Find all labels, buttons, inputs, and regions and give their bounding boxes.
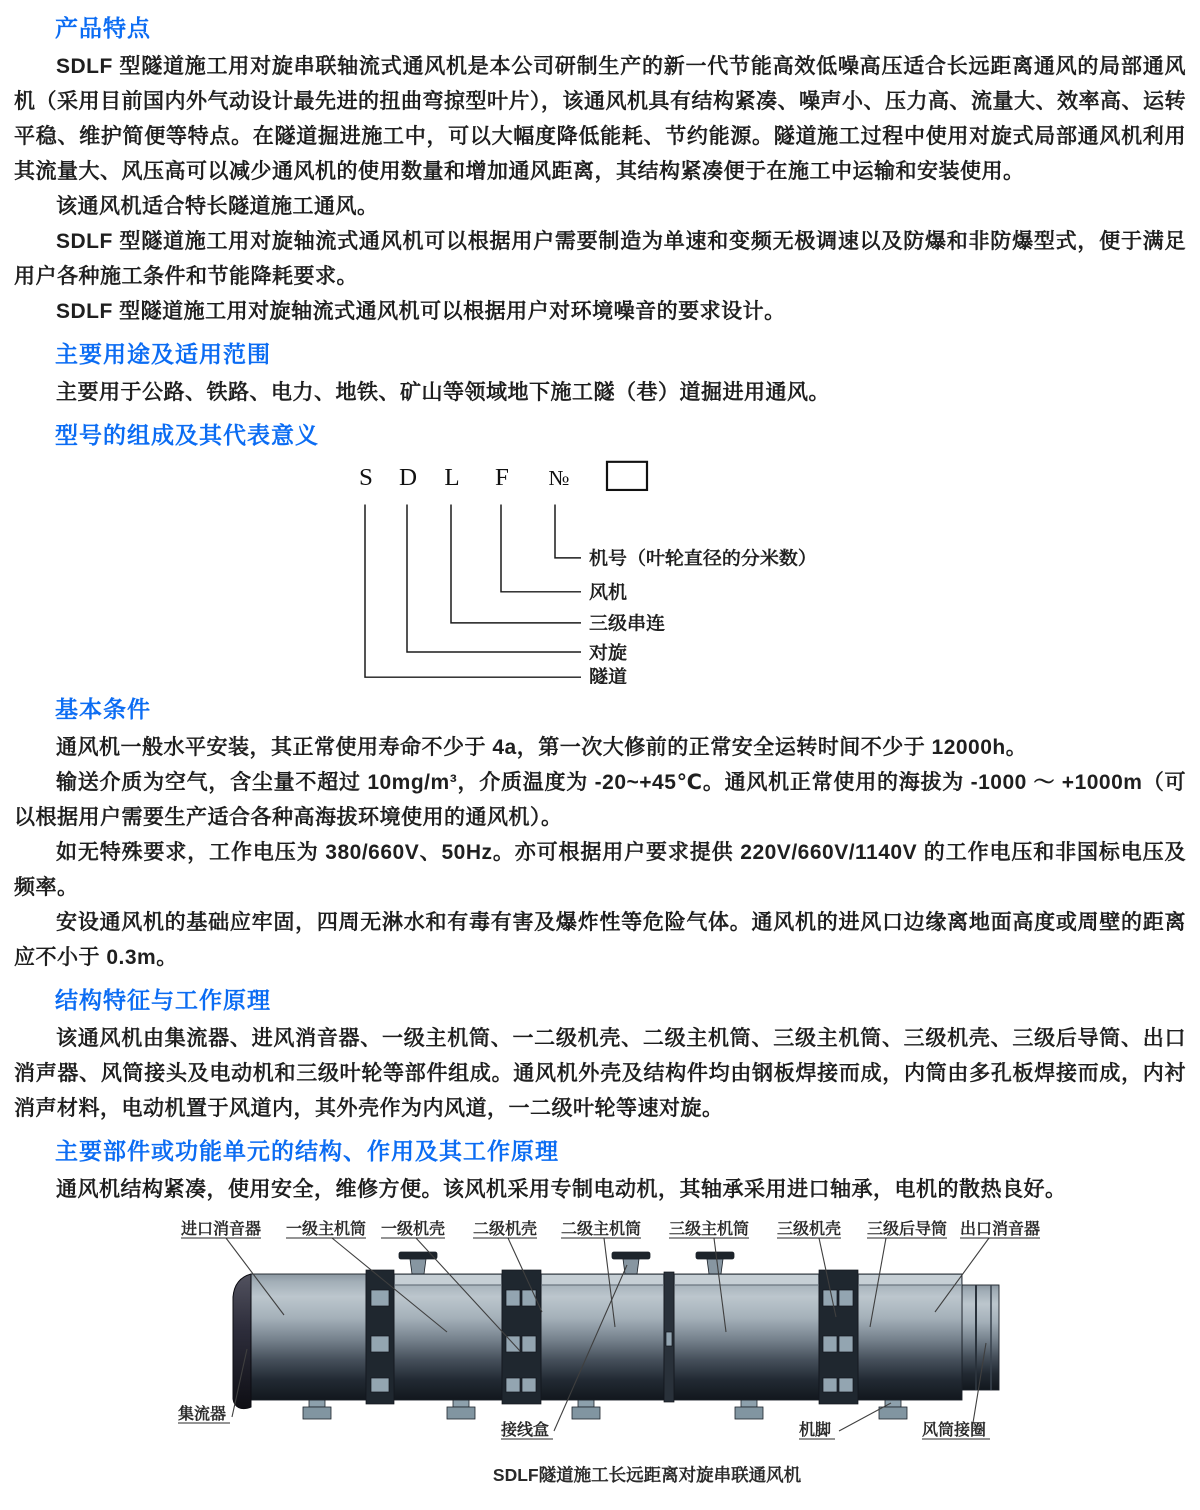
model-code-letter: S bbox=[359, 464, 373, 492]
section-heading-structure: 结构特征与工作原理 bbox=[55, 987, 271, 1013]
model-meaning-label: 机号（叶轮直径的分米数） bbox=[589, 547, 817, 569]
paragraph: 输送介质为空气，含尘量不超过 10mg/m³，介质温度为 -20~+45℃。通风机正常使用的海拔为 -1000 ～ +1000m（可以根据用户需要生产适合各种高海拔环境使用的通风机）。 bbox=[14, 771, 1186, 829]
top-seam-bands bbox=[395, 1275, 961, 1285]
part-label: 三级主机筒 bbox=[669, 1221, 750, 1238]
paragraph: SDLF 型隧道施工用对旋轴流式通风机可以根据用户对环境噪音的要求设计。 bbox=[56, 300, 786, 323]
paragraph: SDLF 型隧道施工用对旋轴流式通风机可以根据用户需要制造为单速和变频无极调速以及防爆和非防爆型式，便于满足用户各种施工条件和节能降耗要求。 bbox=[14, 230, 1186, 288]
part-label: 进口消音器 bbox=[181, 1221, 262, 1238]
section-heading-parts: 主要部件或功能单元的结构、作用及其工作原理 bbox=[55, 1138, 559, 1164]
model-code-letter: F bbox=[495, 464, 509, 492]
paragraph: 主要用于公路、铁路、电力、地铁、矿山等领域地下施工隧（巷）道掘进用通风。 bbox=[56, 381, 830, 404]
part-label: 三级机壳 bbox=[777, 1221, 842, 1238]
paragraph: 该通风机由集流器、进风消音器、一级主机筒、一二级机壳、二级主机筒、三级主机筒、三级机壳、三级后导筒、出口消声器、风筒接头及电动机和三级叶轮等部件组成。通风机外壳及结构件均由钢板焊接而成，内筒由多孔板焊接而成，内衬消声材料，电动机置于风道内，其外壳作为内风道，一二级叶轮等速对旋。 bbox=[14, 1027, 1186, 1120]
connector-line bbox=[501, 505, 581, 592]
connector-line bbox=[451, 505, 581, 623]
model-code-letter: L bbox=[444, 464, 460, 492]
model-meaning-label: 风机 bbox=[589, 581, 627, 603]
fan-assembly-diagram bbox=[14, 1207, 1200, 1507]
model-number-box bbox=[607, 462, 647, 490]
model-meaning-label: 三级串连 bbox=[589, 612, 665, 634]
part-label: 风筒接圈 bbox=[922, 1422, 987, 1439]
paragraph: SDLF 型隧道施工用对旋串联轴流式通风机是本公司研制生产的新一代节能高效低噪高压适合长远距离通风的局部通风机（采用目前国内外气动设计最先进的扭曲弯掠型叶片），该通风机具有结构紧凑、噪声小、压力高、流量大、效率高、运转平稳、维护简便等特点。在隧道掘进施工中，可以大幅度降低能耗、节约能源。隧道施工过程中使用对旋式局部通风机利用其流量大、风压高可以减少通风机的使用数量和增加通风距离，其结构紧凑便于在施工中运输和安装使用。 bbox=[14, 55, 1186, 183]
paragraph: 通风机一般水平安装，其正常使用寿命不少于 4a，第一次大修前的正常安全运转时间不少于 12000h。 bbox=[56, 736, 1028, 759]
model-meaning-label: 隧道 bbox=[589, 666, 627, 684]
part-labels-top bbox=[181, 1219, 1040, 1238]
part-label: 一级机壳 bbox=[381, 1221, 446, 1238]
model-meaning-label: 对旋 bbox=[589, 642, 627, 663]
part-label: 集流器 bbox=[178, 1406, 227, 1423]
part-label: 二级主机筒 bbox=[561, 1221, 642, 1238]
diagram-caption: SDLF隧道施工长远距离对旋串联通风机 bbox=[492, 1465, 802, 1485]
junction-boxes bbox=[399, 1252, 734, 1274]
part-label: 接线盒 bbox=[501, 1422, 550, 1439]
section-heading-usage: 主要用途及适用范围 bbox=[55, 341, 271, 367]
part-label: 机脚 bbox=[799, 1422, 832, 1439]
paragraph: 安设通风机的基础应牢固，四周无淋水和有毒有害及爆炸性等危险气体。通风机的进风口边缘离地面高度或周壁的距离应不小于 0.3m。 bbox=[14, 911, 1186, 969]
model-code-letter-no: № bbox=[548, 466, 570, 491]
part-label: 二级机壳 bbox=[473, 1221, 538, 1238]
section-heading-model-code: 型号的组成及其代表意义 bbox=[55, 422, 319, 448]
section-heading-basic: 基本条件 bbox=[55, 696, 151, 722]
connector-line bbox=[555, 505, 581, 558]
paragraph: 通风机结构紧凑，使用安全，维修方便。该风机采用专制电动机，其轴承采用进口轴承，电机的散热良好。 bbox=[56, 1178, 1067, 1201]
part-label: 出口消音器 bbox=[960, 1221, 1041, 1238]
model-code-diagram bbox=[14, 456, 1200, 684]
section-heading-features: 产品特点 bbox=[55, 15, 151, 41]
paragraph: 该通风机适合特长隧道施工通风。 bbox=[56, 195, 379, 218]
paragraph: 如无特殊要求，工作电压为 380/660V、50Hz。亦可根据用户要求提供 220V/660V/1140V 的工作电压和非国标电压及频率。 bbox=[14, 841, 1186, 899]
inlet-bell bbox=[233, 1274, 251, 1409]
part-label: 三级后导筒 bbox=[867, 1221, 948, 1238]
part-label: 一级主机筒 bbox=[286, 1221, 367, 1238]
model-code-letter: D bbox=[398, 464, 418, 492]
